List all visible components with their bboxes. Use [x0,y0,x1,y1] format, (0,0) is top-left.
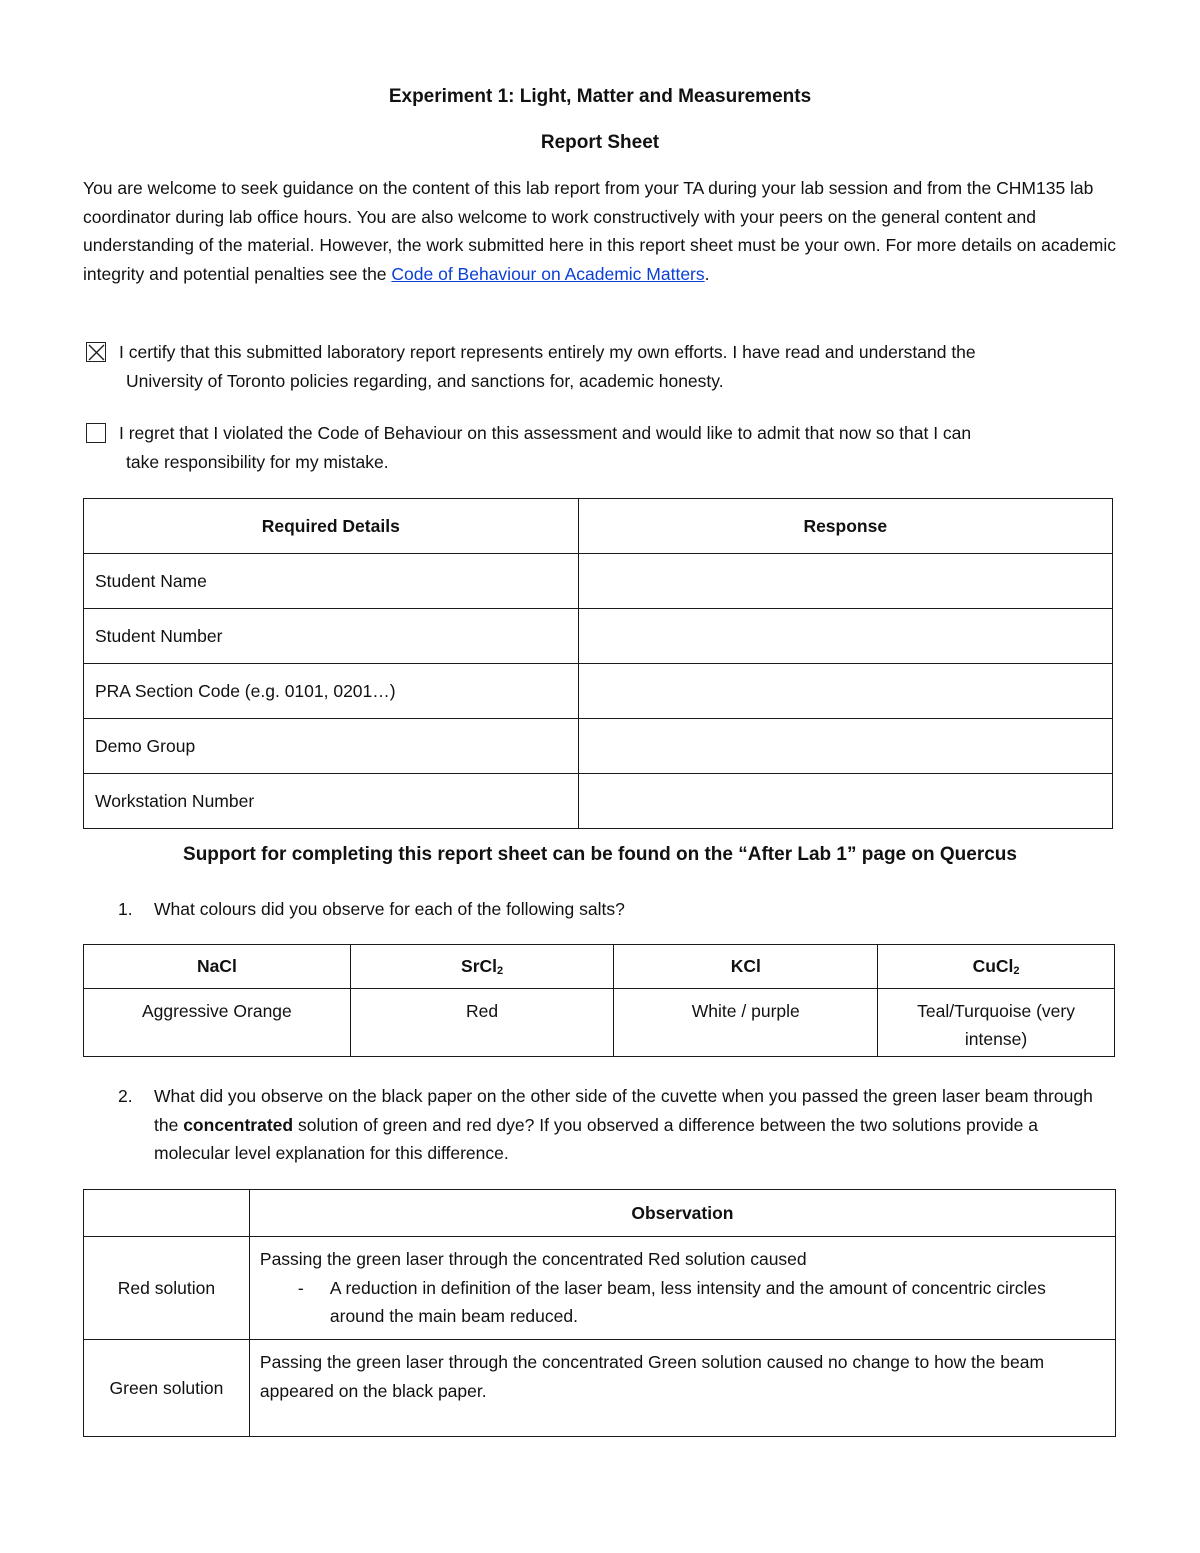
red-observation-bullet-text: A reduction in definition of the laser beam, less intensity and the amount of concentric circles around the main beam reduced. [329,1277,1046,1326]
red-solution-label: Red solution [84,1237,250,1340]
header-empty [84,1190,250,1237]
srcl2-base: SrCl [461,956,498,976]
table-row [84,989,1115,1057]
page-title: Experiment 1: Light, Matter and Measurements [388,86,812,107]
table-row [84,554,1113,609]
header-required-details: Required Details [84,499,579,554]
cucl2-subscript: 2 [1013,965,1020,977]
question-2-number: 2. [118,1086,133,1106]
label-pra-section: PRA Section Code (e.g. 0101, 0201…) [84,664,579,719]
admit-checkbox[interactable] [86,423,106,443]
pra-section-field[interactable] [578,664,1112,719]
certify-checkbox[interactable] [86,342,106,362]
header-observation: Observation [249,1190,1115,1237]
label-student-number: Student Number [84,609,579,664]
question-2-bold: concentrated [183,1114,294,1135]
red-observation-bullet [260,1274,1105,1331]
demo-group-field[interactable] [578,719,1112,774]
certify-line-1: I certify that this submitted laboratory report represents entirely my own efforts. I have read and understand the [119,342,976,362]
question-2-text-b: solution of green and red dye? If you observed a difference between the two solutions provide a molecular level explanation for this difference. [154,1114,1038,1163]
header-cucl2 [878,945,1115,989]
required-details-table [83,498,1113,829]
label-workstation-number: Workstation Number [84,774,579,829]
support-note: Support for completing this report sheet can be found on the “After Lab 1” page on Quercus [183,844,1017,865]
srcl2-colour[interactable]: Red [350,989,614,1057]
intro-paragraph [83,174,1123,288]
admit-line-1: I regret that I violated the Code of Behaviour on this assessment and would like to admit that now so that I can [119,423,972,443]
student-number-field[interactable] [578,609,1112,664]
green-solution-label: Green solution [84,1340,250,1437]
nacl-colour[interactable]: Aggressive Orange [84,989,351,1057]
red-observation-text: Passing the green laser through the concentrated Red solution caused [259,1249,807,1269]
header-nacl: NaCl [84,945,351,989]
question-2 [118,1082,1108,1168]
cucl2-base: CuCl [972,956,1014,976]
red-solution-observation[interactable] [249,1237,1115,1340]
kcl-colour[interactable]: White / purple [614,989,878,1057]
table-row [84,1237,1116,1340]
table-row [84,664,1113,719]
srcl2-subscript: 2 [497,965,504,977]
label-demo-group: Demo Group [84,719,579,774]
intro-text: You are welcome to seek guidance on the content of this lab report from your TA during your lab session and from the CHM135 lab coordinator during lab office hours. You are also welcome to work constructively with your peers on the general content and understanding of the material. However, the work submitted here in this report sheet must be your own. For more details on academic integrity and potential penalties see the [83,178,1117,284]
header-srcl2 [350,945,614,989]
code-of-behaviour-link[interactable]: Code of Behaviour on Academic Matters [391,263,705,284]
question-2-text [154,1082,1108,1168]
certify-line-2: University of Toronto policies regarding, and sanctions for, academic honesty. [126,370,724,391]
bullet-dash: - [297,1277,304,1298]
cucl2-colour[interactable]: Teal/Turquoise (very intense) [878,989,1115,1057]
checkbox-x-icon [87,343,107,363]
page-subtitle: Report Sheet [540,132,660,153]
admit-violation [86,419,1126,476]
table-row [84,719,1113,774]
header-response: Response [578,499,1112,554]
workstation-number-field[interactable] [578,774,1112,829]
table-row [84,774,1113,829]
table-row [84,609,1113,664]
salt-colours-table [83,944,1115,1057]
intro-end: . [704,263,710,284]
header-kcl: KCl [614,945,878,989]
question-1 [118,895,1108,924]
student-name-field[interactable] [578,554,1112,609]
question-2-text-a: What did you observe on the black paper on the other side of the cuvette when you passed the green laser beam through the [154,1086,1093,1135]
certify-own-work [86,338,1126,395]
table-row [84,1340,1116,1437]
label-student-name: Student Name [84,554,579,609]
observation-table [83,1189,1116,1437]
question-1-text: What colours did you observe for each of the following salts? [154,899,625,919]
question-1-number: 1. [118,899,133,919]
admit-line-2: take responsibility for my mistake. [126,451,389,472]
green-solution-observation[interactable]: Passing the green laser through the concentrated Green solution caused no change to how the beam appeared on the black paper. [249,1340,1115,1437]
